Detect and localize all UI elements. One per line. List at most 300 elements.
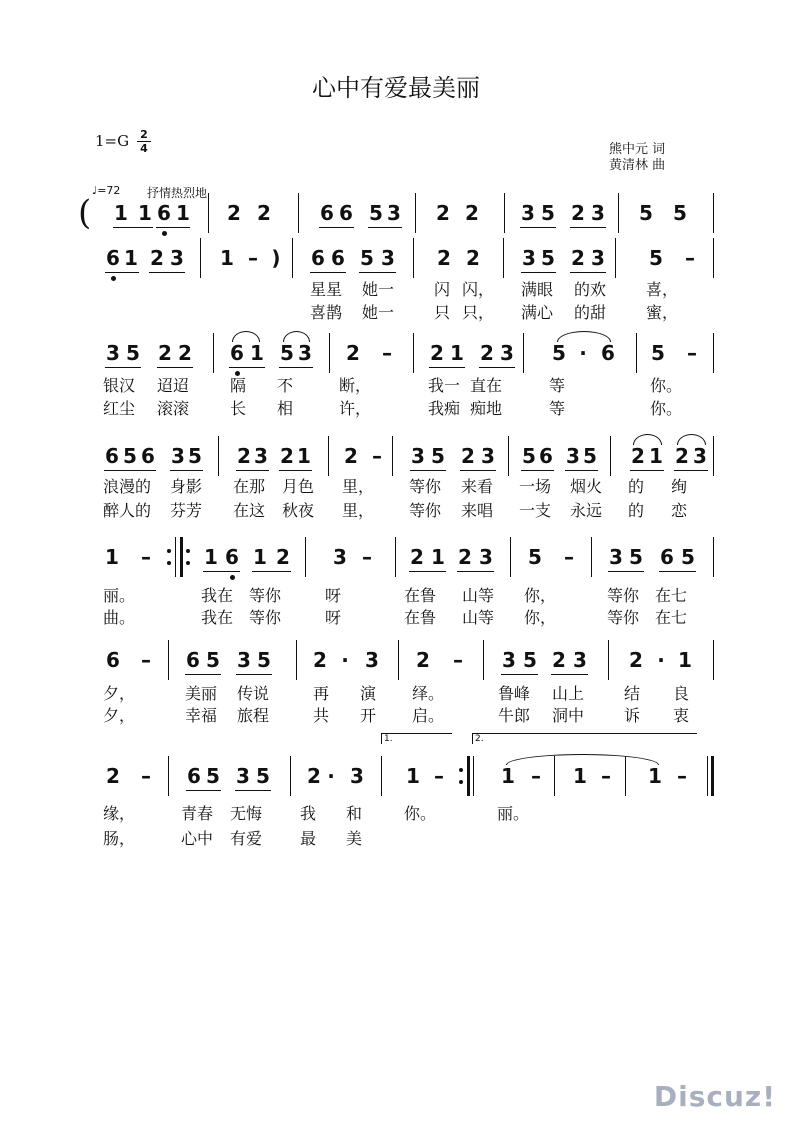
lyric: 夕， xyxy=(103,684,136,703)
underline xyxy=(203,571,240,572)
note: 2 xyxy=(465,201,479,225)
underline xyxy=(186,790,221,791)
note: – xyxy=(685,246,695,270)
note: 2 xyxy=(276,545,290,569)
note: 2 xyxy=(106,764,120,788)
note: 6 xyxy=(539,444,553,468)
barline xyxy=(381,756,382,796)
note: – xyxy=(372,444,382,468)
lyric: 衷 xyxy=(673,706,690,725)
lyric: 再 xyxy=(313,684,330,703)
note: 6 xyxy=(141,444,155,468)
lyric: 恋 xyxy=(671,501,688,520)
note: 5 xyxy=(126,341,140,365)
lyric: 里， xyxy=(342,501,375,520)
lyric: 我痴 xyxy=(428,399,461,418)
barline xyxy=(413,238,414,278)
note: – xyxy=(453,648,463,672)
lyric: 身影 xyxy=(170,477,203,496)
barline xyxy=(168,640,169,680)
lyric: 来看 xyxy=(461,477,494,496)
repeat-dot xyxy=(186,561,190,565)
note: 3 xyxy=(350,764,364,788)
lyric: 芬芳 xyxy=(170,501,203,520)
lyric: 演 xyxy=(360,684,377,703)
note: – xyxy=(382,341,392,365)
note: 2 xyxy=(227,201,241,225)
lyric: 星星 xyxy=(310,280,343,299)
lyric: 呀 xyxy=(325,608,342,627)
barline xyxy=(415,193,416,233)
barline xyxy=(713,537,714,577)
note: 1 xyxy=(250,341,264,365)
lyric: 等你 xyxy=(249,586,282,605)
note: – xyxy=(141,764,151,788)
octave-dot xyxy=(111,276,116,281)
lyric: 和 xyxy=(346,804,363,823)
note: 1 xyxy=(124,246,138,270)
note: 3 xyxy=(591,201,605,225)
note: 2 xyxy=(257,201,271,225)
barline xyxy=(504,193,505,233)
lyric: 良 xyxy=(673,684,690,703)
note: 2 xyxy=(629,648,643,672)
note: 5 xyxy=(673,201,687,225)
note: 6 xyxy=(186,648,200,672)
underline xyxy=(310,272,346,273)
note: – xyxy=(141,648,151,672)
barline xyxy=(180,537,183,577)
lyric: 一支 xyxy=(519,501,552,520)
lyric: 等 xyxy=(549,376,566,395)
barline xyxy=(392,436,393,476)
volta-number: 2. xyxy=(475,734,484,744)
lyric: 你， xyxy=(524,586,557,605)
lyric: 无悔 xyxy=(230,804,263,823)
note: 2 xyxy=(631,444,645,468)
note: 5 xyxy=(552,341,566,365)
note: 3 xyxy=(387,201,401,225)
lyric: 等 xyxy=(549,399,566,418)
barline xyxy=(608,640,609,680)
note: 1 xyxy=(406,764,420,788)
lyric: 蜜， xyxy=(646,303,679,322)
note: 2 xyxy=(461,444,475,468)
lyric: 在这 xyxy=(233,501,266,520)
note: ) xyxy=(271,246,281,270)
note: 1 xyxy=(220,246,234,270)
lyric: 相 xyxy=(277,399,294,418)
underline xyxy=(570,272,606,273)
note: 6 xyxy=(601,341,615,365)
lyric: 等你 xyxy=(607,586,640,605)
barline xyxy=(711,756,714,796)
underline xyxy=(409,571,446,572)
barline xyxy=(618,193,619,233)
note: 1 xyxy=(204,545,218,569)
note: 1 xyxy=(297,444,311,468)
lyric: 最 xyxy=(300,829,317,848)
barline xyxy=(305,537,306,577)
note: · xyxy=(579,341,587,365)
underline xyxy=(229,367,265,368)
lyric: 的 xyxy=(628,501,645,520)
barline xyxy=(298,193,299,233)
lyricist-credit: 熊中元 词 xyxy=(609,142,666,157)
lyric: 我一 xyxy=(428,376,461,395)
barline xyxy=(713,436,714,476)
note: 5 xyxy=(431,444,445,468)
lyric: 醉人的 xyxy=(103,501,152,520)
underline xyxy=(570,227,606,228)
note: 6 xyxy=(230,341,244,365)
underline xyxy=(156,227,190,228)
note: 3 xyxy=(500,341,514,365)
lyric: 牛郎 xyxy=(498,706,531,725)
time-sig-denominator: 4 xyxy=(140,142,148,155)
barline xyxy=(713,640,714,680)
underline xyxy=(479,367,515,368)
lyric: 绚 xyxy=(671,477,688,496)
barline xyxy=(329,333,330,373)
note: 3 xyxy=(502,648,516,672)
lyric: 的 xyxy=(628,477,645,496)
lyric: 来唱 xyxy=(461,501,494,520)
underline xyxy=(460,470,496,471)
note: 1 xyxy=(573,764,587,788)
note: · xyxy=(341,648,349,672)
underline xyxy=(235,790,271,791)
barline xyxy=(296,640,297,680)
lyric: 曲。 xyxy=(103,608,136,627)
note: 1 xyxy=(431,545,445,569)
note: 2 xyxy=(410,545,424,569)
note: 2 xyxy=(237,444,251,468)
note: 6 xyxy=(187,764,201,788)
note: 3 xyxy=(106,341,120,365)
note: 5 xyxy=(206,648,220,672)
underline xyxy=(674,470,708,471)
note: 1 xyxy=(138,201,152,225)
lyric: 丽。 xyxy=(497,804,530,823)
note: 2 xyxy=(344,444,358,468)
lyric: 呀 xyxy=(325,586,342,605)
barline xyxy=(175,537,176,577)
barline xyxy=(208,193,209,233)
expression-marking: 抒情热烈地 xyxy=(147,186,208,200)
intro-paren: ( xyxy=(78,193,92,233)
repeat-dot xyxy=(459,768,463,772)
note: 3 xyxy=(411,444,425,468)
barline xyxy=(713,333,714,373)
note: 2 xyxy=(571,201,585,225)
note: 2 xyxy=(552,648,566,672)
barline xyxy=(554,756,555,796)
note: 3 xyxy=(481,444,495,468)
barline xyxy=(625,756,626,796)
lyric: 鲁峰 xyxy=(498,684,531,703)
barline xyxy=(636,333,637,373)
note: 6 xyxy=(660,545,674,569)
lyric: 你。 xyxy=(404,804,437,823)
lyric: 隔 xyxy=(230,376,247,395)
barline xyxy=(168,756,169,796)
lyric: 在七 xyxy=(655,608,688,627)
lyric: 山等 xyxy=(462,608,495,627)
note: – xyxy=(248,246,258,270)
note: 1 xyxy=(501,764,515,788)
note: 3 xyxy=(170,246,184,270)
lyric: 绎。 xyxy=(412,684,445,703)
note: 2 xyxy=(307,764,321,788)
barline xyxy=(713,193,714,233)
lyric: 丽。 xyxy=(103,586,136,605)
lyric: 你。 xyxy=(650,376,683,395)
note: 6 xyxy=(106,648,120,672)
note: 5 xyxy=(280,341,294,365)
time-sig-numerator: 2 xyxy=(140,128,148,141)
note: 5 xyxy=(257,648,271,672)
note: 2 xyxy=(416,648,430,672)
note: 1 xyxy=(114,201,128,225)
tie-arc xyxy=(232,331,260,342)
barline xyxy=(200,238,201,278)
note: 5 xyxy=(522,444,536,468)
lyric: 她一 xyxy=(362,280,395,299)
lyric: 里， xyxy=(342,477,375,496)
tie-arc xyxy=(283,331,310,342)
lyric: 浪漫的 xyxy=(103,477,152,496)
time-signature xyxy=(137,128,151,155)
lyric: 永远 xyxy=(570,501,603,520)
lyric: 一场 xyxy=(519,477,552,496)
note: 5 xyxy=(649,246,663,270)
lyric: 结 xyxy=(624,684,641,703)
barline xyxy=(398,640,399,680)
underline xyxy=(501,674,538,675)
note: 6 xyxy=(339,201,353,225)
lyric: 我在 xyxy=(201,586,234,605)
lyric: 她一 xyxy=(362,303,395,322)
note: 2 xyxy=(458,545,472,569)
underline xyxy=(236,674,272,675)
note: 2 xyxy=(437,246,451,270)
note: 3 xyxy=(566,444,580,468)
lyric: 的甜 xyxy=(574,303,607,322)
note: 3 xyxy=(365,648,379,672)
note: 3 xyxy=(479,545,493,569)
note: 5 xyxy=(256,764,270,788)
octave-dot xyxy=(230,575,235,580)
note: 5 xyxy=(541,201,555,225)
underline xyxy=(104,470,156,471)
lyric: 不 xyxy=(277,376,294,395)
underline xyxy=(410,470,446,471)
note: 5 xyxy=(639,201,653,225)
lyric: 银汉 xyxy=(103,376,136,395)
note: 5 xyxy=(541,246,555,270)
underline xyxy=(659,571,696,572)
barline xyxy=(218,436,219,476)
volta-number: 1. xyxy=(384,734,393,744)
note: 1 xyxy=(678,648,692,672)
underline xyxy=(279,470,312,471)
repeat-dot xyxy=(167,549,171,553)
lyric: 在鲁 xyxy=(404,608,437,627)
note: 6 xyxy=(157,201,171,225)
note: 3 xyxy=(521,201,535,225)
underline xyxy=(149,272,185,273)
barline xyxy=(503,238,504,278)
note: 6 xyxy=(106,246,120,270)
note: 2 xyxy=(466,246,480,270)
lyric: 共 xyxy=(313,706,330,725)
note: 5 xyxy=(523,648,537,672)
lyric: 秋夜 xyxy=(282,501,315,520)
repeat-dot xyxy=(167,561,171,565)
octave-dot xyxy=(162,231,167,236)
barline xyxy=(610,436,611,476)
lyric: 我在 xyxy=(201,608,234,627)
lyric: 启。 xyxy=(412,706,445,725)
note: 6 xyxy=(225,545,239,569)
barline xyxy=(213,333,214,373)
underline xyxy=(521,470,554,471)
lyric: 长 xyxy=(230,399,247,418)
note: 2 xyxy=(346,341,360,365)
note: 5 xyxy=(528,545,542,569)
note: 5 xyxy=(206,764,220,788)
note: – xyxy=(362,545,372,569)
lyric: 闪， xyxy=(462,280,495,299)
note: 2 xyxy=(150,246,164,270)
composer-credit: 黄清林 曲 xyxy=(609,158,666,173)
lyric: 喜鹊 xyxy=(310,303,343,322)
note: 3 xyxy=(171,444,185,468)
note: 3 xyxy=(693,444,707,468)
note: 3 xyxy=(298,341,312,365)
underline xyxy=(105,367,141,368)
underline xyxy=(170,470,203,471)
lyric: 只 xyxy=(434,303,451,322)
lyric: 只， xyxy=(462,303,495,322)
note: · xyxy=(327,764,335,788)
note: 3 xyxy=(333,545,347,569)
note: – xyxy=(677,764,687,788)
lyric: 等你 xyxy=(409,477,442,496)
barline xyxy=(290,756,291,796)
underline xyxy=(457,571,494,572)
underline xyxy=(185,674,221,675)
lyric: 等你 xyxy=(249,608,282,627)
barline xyxy=(413,333,414,373)
watermark-logo: Discuz! xyxy=(653,1080,776,1113)
underline xyxy=(368,227,402,228)
lyric: 心中 xyxy=(181,829,214,848)
lyric: 缘， xyxy=(103,804,136,823)
lyric: 开 xyxy=(360,706,377,725)
lyric: 在鲁 xyxy=(404,586,437,605)
note: – xyxy=(141,545,151,569)
underline xyxy=(157,367,193,368)
barline xyxy=(467,756,470,796)
underline xyxy=(236,470,269,471)
note: 6 xyxy=(320,201,334,225)
note: 5 xyxy=(583,444,597,468)
lyric: 你， xyxy=(524,608,557,627)
note: 5 xyxy=(681,545,695,569)
barline xyxy=(473,756,474,796)
lyric: 滚滚 xyxy=(157,399,190,418)
barline xyxy=(510,537,511,577)
note: · xyxy=(657,648,665,672)
note: 6 xyxy=(331,246,345,270)
lyric: 幸福 xyxy=(185,706,218,725)
note: 2 xyxy=(313,648,327,672)
note: 2 xyxy=(675,444,689,468)
note: 2 xyxy=(158,341,172,365)
lyric: 美丽 xyxy=(185,684,218,703)
note: – xyxy=(601,764,611,788)
barline xyxy=(615,238,616,278)
underline xyxy=(429,367,465,368)
lyric: 在那 xyxy=(233,477,266,496)
underline xyxy=(608,571,644,572)
underline xyxy=(359,272,396,273)
note: – xyxy=(687,341,697,365)
lyric: 直在 xyxy=(470,376,503,395)
tempo-marking: ♩=72 xyxy=(92,184,121,197)
lyric: 许， xyxy=(339,399,372,418)
note: 5 xyxy=(123,444,137,468)
underline xyxy=(105,272,139,273)
underline xyxy=(319,227,354,228)
lyric: 夕， xyxy=(103,706,136,725)
lyric: 诉 xyxy=(624,706,641,725)
lyric: 断， xyxy=(339,376,372,395)
note: 2 xyxy=(436,201,450,225)
lyric: 传说 xyxy=(237,684,270,703)
tie-arc xyxy=(633,434,662,445)
tie-arc xyxy=(677,434,706,445)
repeat-dot xyxy=(186,549,190,553)
barline xyxy=(328,436,329,476)
note: 2 xyxy=(178,341,192,365)
note: 5 xyxy=(188,444,202,468)
lyric: 痴地 xyxy=(470,399,503,418)
note: 2 xyxy=(571,246,585,270)
lyric: 红尘 xyxy=(103,399,136,418)
underline xyxy=(565,470,598,471)
barline xyxy=(483,640,484,680)
tie-arc xyxy=(506,754,659,765)
note: 3 xyxy=(591,246,605,270)
lyric: 我 xyxy=(300,804,317,823)
note: 3 xyxy=(381,246,395,270)
note: 1 xyxy=(253,545,267,569)
note: 3 xyxy=(573,648,587,672)
barline xyxy=(713,238,714,278)
note: – xyxy=(531,764,541,788)
song-title: 心中有爱最美丽 xyxy=(312,74,480,102)
barline xyxy=(523,333,524,373)
barline xyxy=(591,537,592,577)
barline xyxy=(292,238,293,278)
note: 3 xyxy=(236,764,250,788)
lyric: 满眼 xyxy=(521,280,554,299)
lyric: 有爱 xyxy=(230,829,263,848)
note: 5 xyxy=(651,341,665,365)
